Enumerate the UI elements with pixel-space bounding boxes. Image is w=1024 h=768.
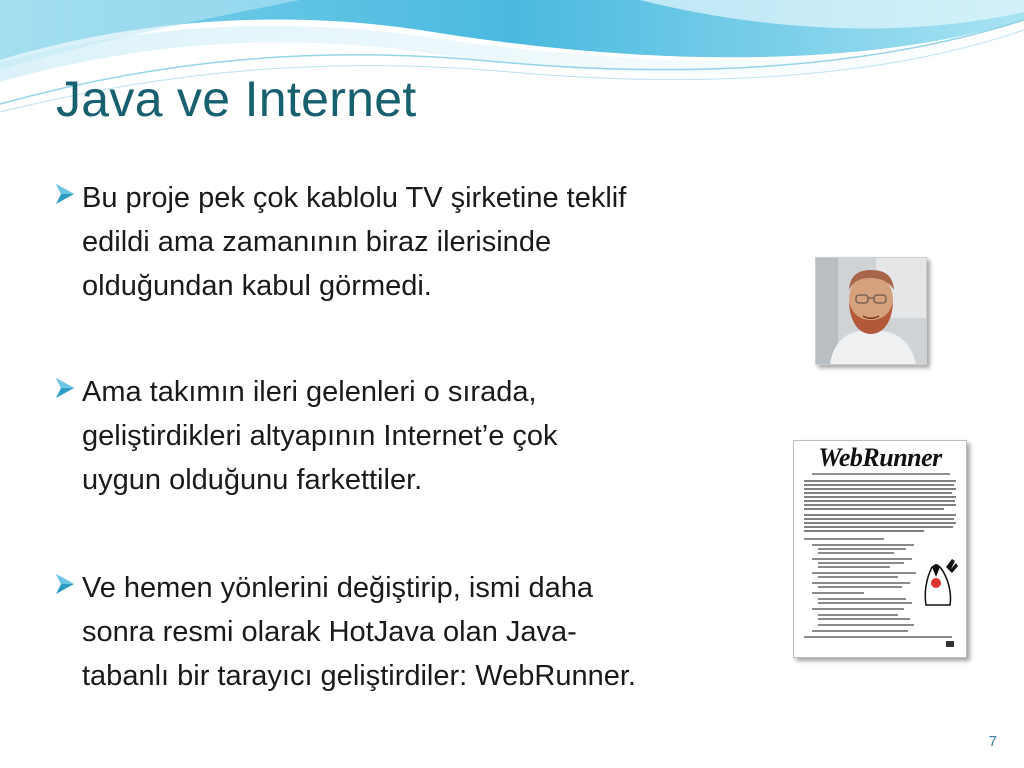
webrunner-document-image	[793, 440, 967, 658]
bullet-line: Ama takımın ileri gelenleri o sırada,	[82, 376, 537, 408]
bullet-text	[82, 370, 558, 502]
slide-title: Java ve Internet	[56, 71, 417, 127]
bullet-line: edildi ama zamanının biraz ilerisinde	[82, 226, 552, 258]
arrow-bullet-icon	[54, 566, 82, 606]
bullet-line: Ve hemen yönlerini değiştirip, ismi daha	[82, 572, 593, 604]
bullet-line: sonra resmi olarak HotJava olan Java-	[82, 616, 577, 648]
document-text-lines-icon	[794, 441, 966, 657]
bullet-line: olduğundan kabul görmedi.	[82, 270, 432, 302]
webrunner-logo: WebRunner	[818, 443, 942, 472]
page-number: 7	[988, 733, 997, 750]
bullet-text	[82, 176, 626, 308]
arrow-bullet-icon	[54, 370, 82, 410]
bullet-line: Bu proje pek çok kablolu TV şirketine teklif	[82, 182, 627, 214]
bullet-item	[54, 176, 626, 308]
bullet-line: uygun olduğunu farkettiler.	[82, 464, 423, 496]
arrow-bullet-icon	[54, 176, 82, 216]
portrait-photo	[815, 257, 927, 365]
bullet-text	[82, 566, 636, 698]
bullet-line: tabanlı bir tarayıcı geliştirdiler: WebRunner.	[82, 660, 636, 692]
bullet-item	[54, 566, 636, 698]
person-portrait-icon	[816, 258, 926, 364]
bullet-line: geliştirdikleri altyapının Internet’e çok	[82, 420, 558, 452]
bullet-item	[54, 370, 558, 502]
